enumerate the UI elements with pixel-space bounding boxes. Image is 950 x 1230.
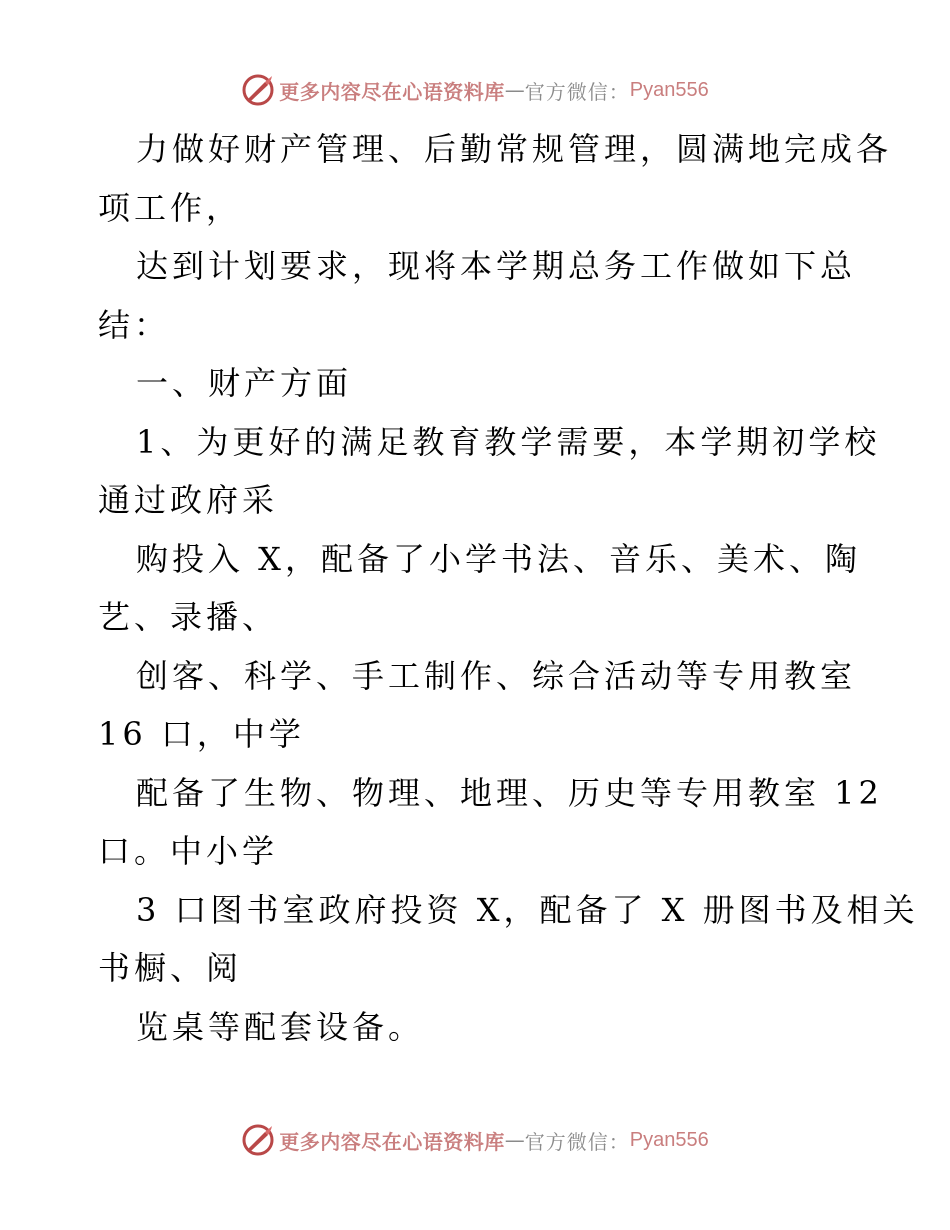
banner-separator: — [504,1128,525,1152]
text-line-6: 1、为更好的满足教育教学需要，本学期初学校 [136,422,881,461]
text-line-11: 16 口，中学 [98,715,305,753]
text-line-4: 结： [98,305,171,344]
text-line-2: 项工作， [98,188,243,227]
banner-wechat-label: 官方微信： [524,79,630,104]
banner-wechat-label: 官方微信： [524,1129,630,1154]
text-line-12: 配备了生物、物理、地理、历史等专用教室 12 [136,773,883,812]
text-line-8: 购投入 X，配备了小学书法、音乐、美术、陶 [136,539,861,578]
text-line-13: 口。中小学 [98,832,279,870]
text-line-7: 通过政府采 [98,481,279,519]
quill-logo-icon [241,1123,275,1157]
document-body [98,120,919,1056]
text-line-1: 力做好财产管理、后勤常规管理，圆满地完成各 [136,130,893,168]
text-line-14: 3 口图书室政府投资 X，配备了 X 册图书及相关 [136,890,919,929]
quill-logo-icon [241,73,275,107]
section-heading: 一、财产方面 [136,364,353,402]
text-line-16: 览桌等配套设备。 [136,1007,425,1046]
banner-separator: — [504,78,525,102]
text-line-3: 达到计划要求，现将本学期总务工作做如下总 [136,247,857,285]
text-line-10: 创客、科学、手工制作、综合活动等专用教室 [136,656,857,695]
text-line-15: 书橱、阅 [98,949,243,987]
banner-handle: Pyan556 [629,1128,709,1151]
banner-text: 更多内容尽在心语资料库 [279,1129,505,1154]
banner-text: 更多内容尽在心语资料库 [279,79,505,104]
text-line-9: 艺、录播、 [98,598,279,636]
header-banner [0,70,950,110]
footer-banner [0,1120,950,1160]
banner-handle: Pyan556 [629,78,709,101]
